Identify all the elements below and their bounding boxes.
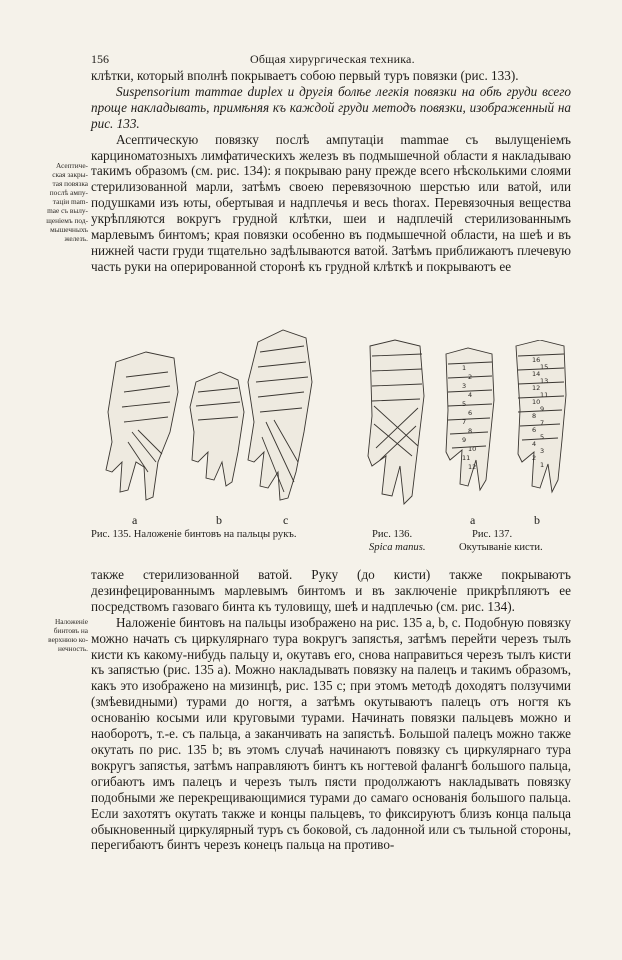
figure-135-label-c: c <box>283 513 289 527</box>
bandage-turn-number: 15 <box>540 363 549 371</box>
bandage-turn-number: 7 <box>540 419 545 427</box>
italic-paragraph: Suspensorium mammae duplex и другія болѣе легкія повязки на обѣ груди всего проще накладывать, примѣняя къ каждой груди методъ повязки, изображенный на рис. 133. <box>91 83 571 131</box>
bandage-turn-number: 9 <box>540 405 545 413</box>
bandage-turn-number: 13 <box>540 377 549 385</box>
text-block-top <box>91 68 571 275</box>
bandage-turn-number: 7 <box>462 418 467 426</box>
bandage-turn-number: 12 <box>532 384 541 392</box>
bandage-turn-number: 2 <box>532 454 537 462</box>
bandage-turn-number: 4 <box>468 391 473 399</box>
paragraph: Асептическую повязку послѣ ампутаціи mammae съ вылущеніемъ карциноматозныхъ лимфатическихъ железъ въ подмышечной области я накладываю такимъ образомъ (см. рис. 134): я покрываю рану прежде всего нѣсколькими слоями стерилизованной марли, затѣмъ своею перевязочною шерстью или ватой, или подушками изъ юты, обертывая и надплечья и весь thorax. Перевязочныя вещества укрѣпляются вокругъ грудной клѣтки, шеи и надплечій стерилизованнымъ марлевымъ бинтомъ; края повязки особенно въ подмышечной области, на шеѣ и въ нижней части груди тщательно задѣлываются ватой. Затѣмъ приближаютъ плечевую часть руки на оперированной сторонѣ къ грудной клѣткѣ и покрываютъ ее <box>91 131 571 274</box>
bandage-turn-number: 11 <box>462 454 471 462</box>
running-title: Общая хирургическая техника. <box>250 52 415 66</box>
spica-manus-text: Spica manus. <box>369 542 426 553</box>
page-number: 156 <box>91 52 109 66</box>
figure-137-label-b: b <box>534 513 540 527</box>
bandage-turn-number: 8 <box>468 427 473 435</box>
figure-135-illustration <box>98 322 316 512</box>
bandage-turn-number: 5 <box>540 433 545 441</box>
figure-136-caption-line1: Рис. 136. <box>372 529 413 540</box>
text-block-bottom <box>91 567 571 853</box>
bandage-turn-number: 10 <box>532 398 541 406</box>
bandage-turn-number: 6 <box>468 409 473 417</box>
bandage-turn-number: 2 <box>468 373 473 381</box>
bandage-turn-number: 14 <box>532 370 541 378</box>
figure-135-label-a: a <box>132 513 138 527</box>
figure-137-caption-line1: Рис. 137. <box>472 529 513 540</box>
bandage-turn-number: 8 <box>532 412 537 420</box>
paragraph: клѣтки, который вполнѣ покрываетъ собою первый туръ повязки (рис. 133). <box>91 68 519 83</box>
bandage-turn-number: 3 <box>540 447 545 455</box>
bandage-turn-number: 1 <box>540 461 545 469</box>
bandage-turn-number: 1 <box>462 364 467 372</box>
figure-136-illustration <box>360 336 430 516</box>
bandage-turn-number: 5 <box>462 400 467 408</box>
margin-note-fingers: Наложеніе бинтовъ на верхнюю ко- нечность. <box>48 617 88 654</box>
bandage-turn-number: 6 <box>532 426 537 434</box>
bandage-turn-number: 10 <box>468 445 477 453</box>
figure-135-caption: Рис. 135. Наложеніе бинтовъ на пальцы рукъ. <box>91 529 297 540</box>
hands-bandage-drawing <box>98 322 316 512</box>
bandage-turn-number: 4 <box>532 440 537 448</box>
margin-note-aseptic: Асептиче- ская закры- тая повязка послѣ ампу- таціи mam- mae съ вылу- щеніемъ под- мышечныхъ железъ. <box>46 161 88 243</box>
bandage-turn-number: 3 <box>462 382 467 390</box>
bandage-turn-number: 16 <box>532 356 541 364</box>
figure-137-illustration <box>440 340 570 510</box>
hand-wrapping-drawing <box>440 340 570 510</box>
bandage-turn-number: 12 <box>468 463 477 471</box>
bandage-turn-number: 9 <box>462 436 467 444</box>
figure-137-caption-line2: Окутываніе кисти. <box>459 542 543 553</box>
paragraph <box>91 84 571 132</box>
paragraph: Наложеніе бинтовъ на пальцы изображено на рис. 135 a, b, c. Подобную повязку можно начать съ циркулярнаго тура вокругъ запястья, затѣмъ перейти черезъ тылъ кисти къ какому-нибудь пальцу и, окутавъ его, снова направиться черезъ тылъ кисти къ запястью (рис. 135 a). Можно накладывать повязку на палецъ и такимъ образомъ, какъ это изображено на мизинцѣ, рис. 135 c; при этомъ методѣ доходятъ ползучими (змѣевидными) турами до ногтя, а затѣмъ окутываютъ палецъ отъ ногтя къ основанію косыми или круговыми турами. Начинать повязки пальцевъ можно и наоборотъ, т.-е. съ пальца, а заканчивать на запястьѣ. Большой палецъ можно также окутать по рис. 135 b; въ этомъ случаѣ начинаютъ повязку съ циркулярнаго тура вокругъ запястья, затѣмъ направляютъ бинтъ къ ногтевой фалангѣ большого пальца, огибаютъ имъ палецъ и черезъ тылъ пясти продолжаютъ накладывать повязку подобными же перекрещивающимися турами до самаго основанія большого пальца. Если захотятъ окутать также и концы пальцевъ, то фиксируютъ близъ конца пальца обыкновенный циркулярный туръ съ боковой, съ ладонной или съ тыльной стороны, перегибаютъ бинтъ черезъ конецъ пальца на противо- <box>91 614 571 853</box>
figure-136-caption-line2 <box>369 541 426 554</box>
paragraph: также стерилизованной ватой. Руку (до кисти) также покрываютъ дезинфецированнымъ марлевымъ бинтомъ и въ заключеніе прикрѣпляютъ ее посредствомъ газоваго бинта къ туловищу, шеѣ и надплечью (см. рис. 134). <box>91 567 571 614</box>
spica-manus-drawing <box>360 336 430 516</box>
figure-135-label-b: b <box>216 513 222 527</box>
bandage-turn-number: 11 <box>540 391 549 399</box>
figure-137-label-a: a <box>470 513 476 527</box>
